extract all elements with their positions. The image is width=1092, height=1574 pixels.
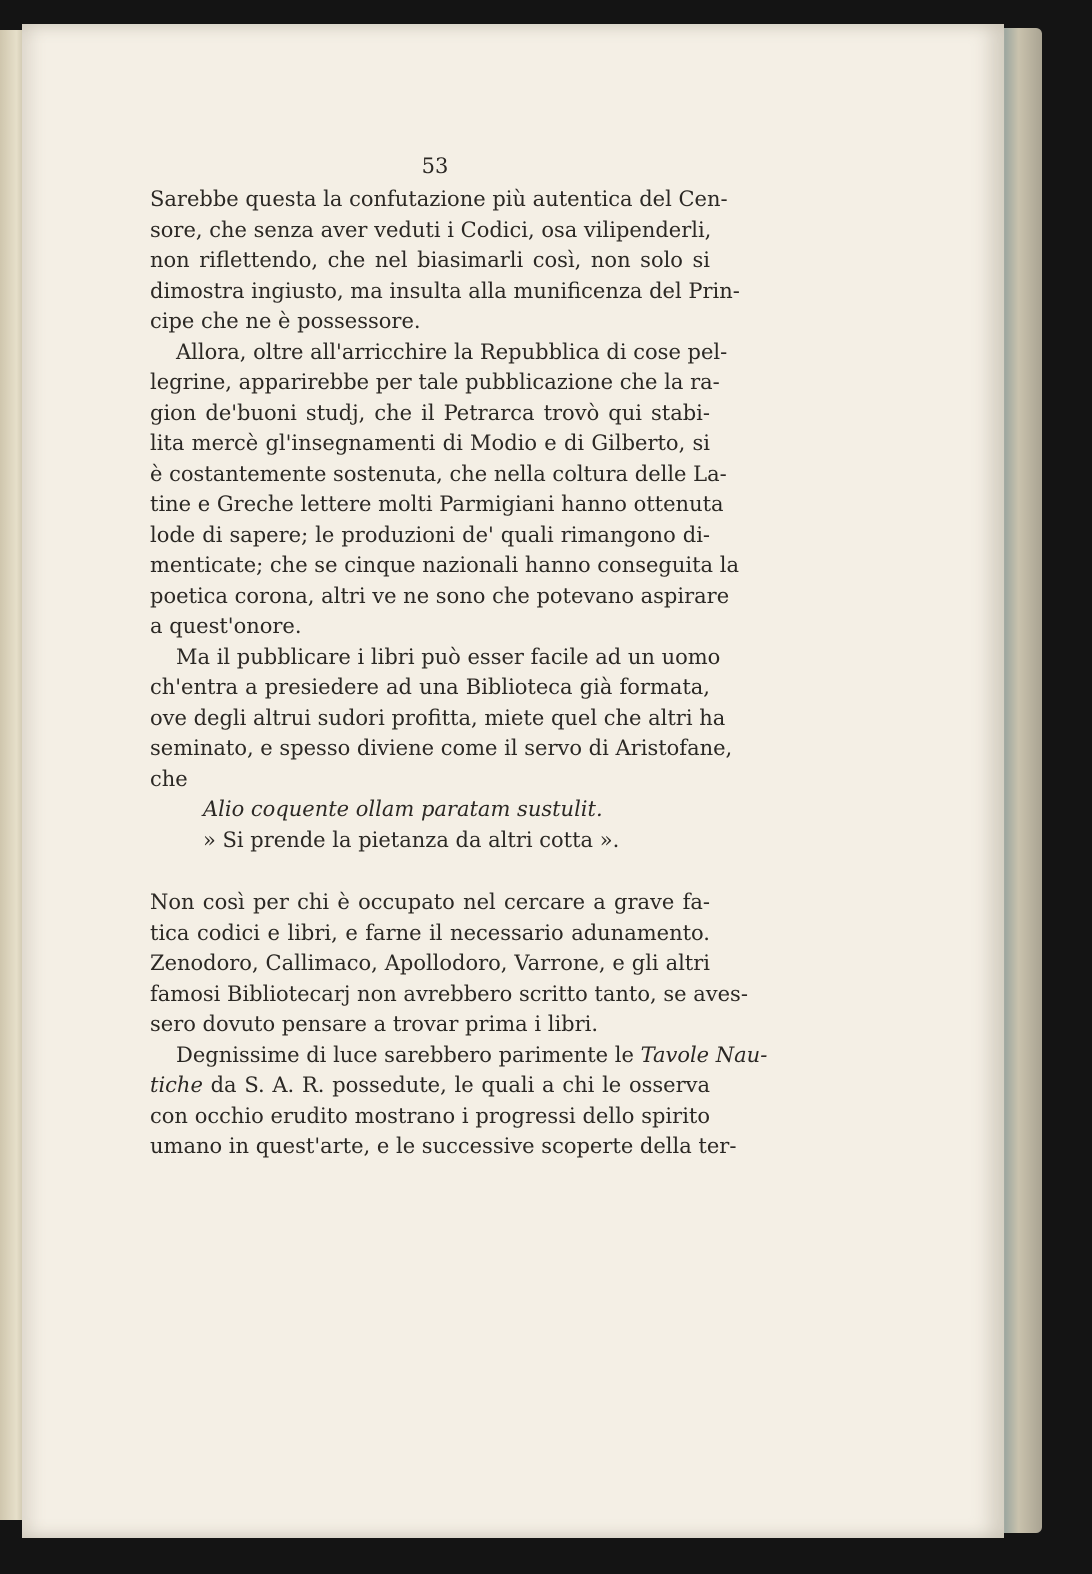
text-line: sero dovuto pensare a trovar prima i libri. (150, 1012, 599, 1036)
text-line: tine e Greche lettere molti Parmigiani hanno ottenuta (150, 492, 724, 516)
paragraph-1 (150, 184, 740, 337)
book-page (22, 24, 1004, 1538)
page-text (150, 150, 768, 1162)
text-line: Allora, oltre all'arricchire la Repubblica di cose pel- (176, 339, 728, 364)
text-line: seminato, e spesso diviene come il servo di Aristofane, (150, 736, 733, 760)
text-line: lode di sapere; le produzioni de' quali rimangono di- (150, 522, 710, 547)
text-run: Degnissime di luce sarebbero parimente le (176, 1042, 641, 1067)
text-line: Zenodoro, Callimaco, Apollodoro, Varrone, e gli altri (150, 951, 710, 975)
text-line: dimostra ingiusto, ma insulta alla munificenza del Prin- (150, 278, 740, 303)
quote-latin-line: Alio coquente ollam paratam sustulit. (203, 797, 603, 821)
text-line: lita mercè gl'insegnamenti di Modio e di Gilberto, si (150, 431, 710, 455)
text-line: umano in quest'arte, e le successive scoperte della ter- (150, 1134, 737, 1158)
text-line: che (150, 766, 188, 791)
italic-run: Tavole Nau- (640, 1042, 768, 1067)
text-line: con occhio erudito mostrano i progressi dello spirito (150, 1103, 710, 1128)
paragraph-4 (150, 887, 748, 1040)
quote-italian-line: » Si prende la pietanza da altri cotta ». (203, 827, 620, 852)
text-line: Non così per chi è occupato nel cercare a grave fa- (150, 890, 710, 914)
text-line: tica codici e libri, e farne il necessario adunamento. (150, 920, 710, 945)
paragraph-5 (150, 1040, 768, 1162)
blank-line (150, 855, 710, 887)
page-number: 53 (421, 154, 449, 178)
text-line: ove degli altrui sudori profitta, miete quel che altri ha (150, 705, 726, 730)
paragraph-2 (150, 337, 739, 642)
text-line: legrine, apparirebbe per tale pubblicazione che la ra- (150, 370, 720, 394)
text-line: a quest'onore. (150, 614, 302, 638)
paragraph-3 (150, 642, 733, 795)
text-line (150, 1070, 710, 1101)
text-line: gion de'buoni studj, che il Petrarca trovò qui stabi- (150, 400, 710, 425)
text-line: ch'entra a presiedere ad una Biblioteca già formata, (150, 675, 710, 699)
latin-quotation (150, 794, 710, 855)
text-line: sore, che senza aver veduti i Codici, osa vilipenderli, (150, 217, 712, 242)
text-line: famosi Bibliotecarj non avrebbero scritto tanto, se aves- (150, 981, 748, 1006)
text-line: poetica corona, altri ve ne sono che potevano aspirare (150, 583, 730, 608)
text-line: cipe che ne è possessore. (150, 309, 421, 333)
text-run: da S. A. R. possedute, le quali a chi le osserva (202, 1073, 710, 1097)
text-line (150, 1040, 768, 1071)
italic-run: tiche (150, 1073, 203, 1097)
text-line: non riflettendo, che nel biasimarli così, non solo si (150, 248, 710, 272)
text-line: Sarebbe questa la confutazione più autentica del Cen- (150, 187, 728, 211)
text-line: Ma il pubblicare i libri può esser facile ad un uomo (176, 644, 721, 669)
text-line: menticate; che se cinque nazionali hanno conseguita la (150, 553, 739, 577)
text-line: è costantemente sostenuta, che nella coltura delle La- (150, 461, 727, 486)
